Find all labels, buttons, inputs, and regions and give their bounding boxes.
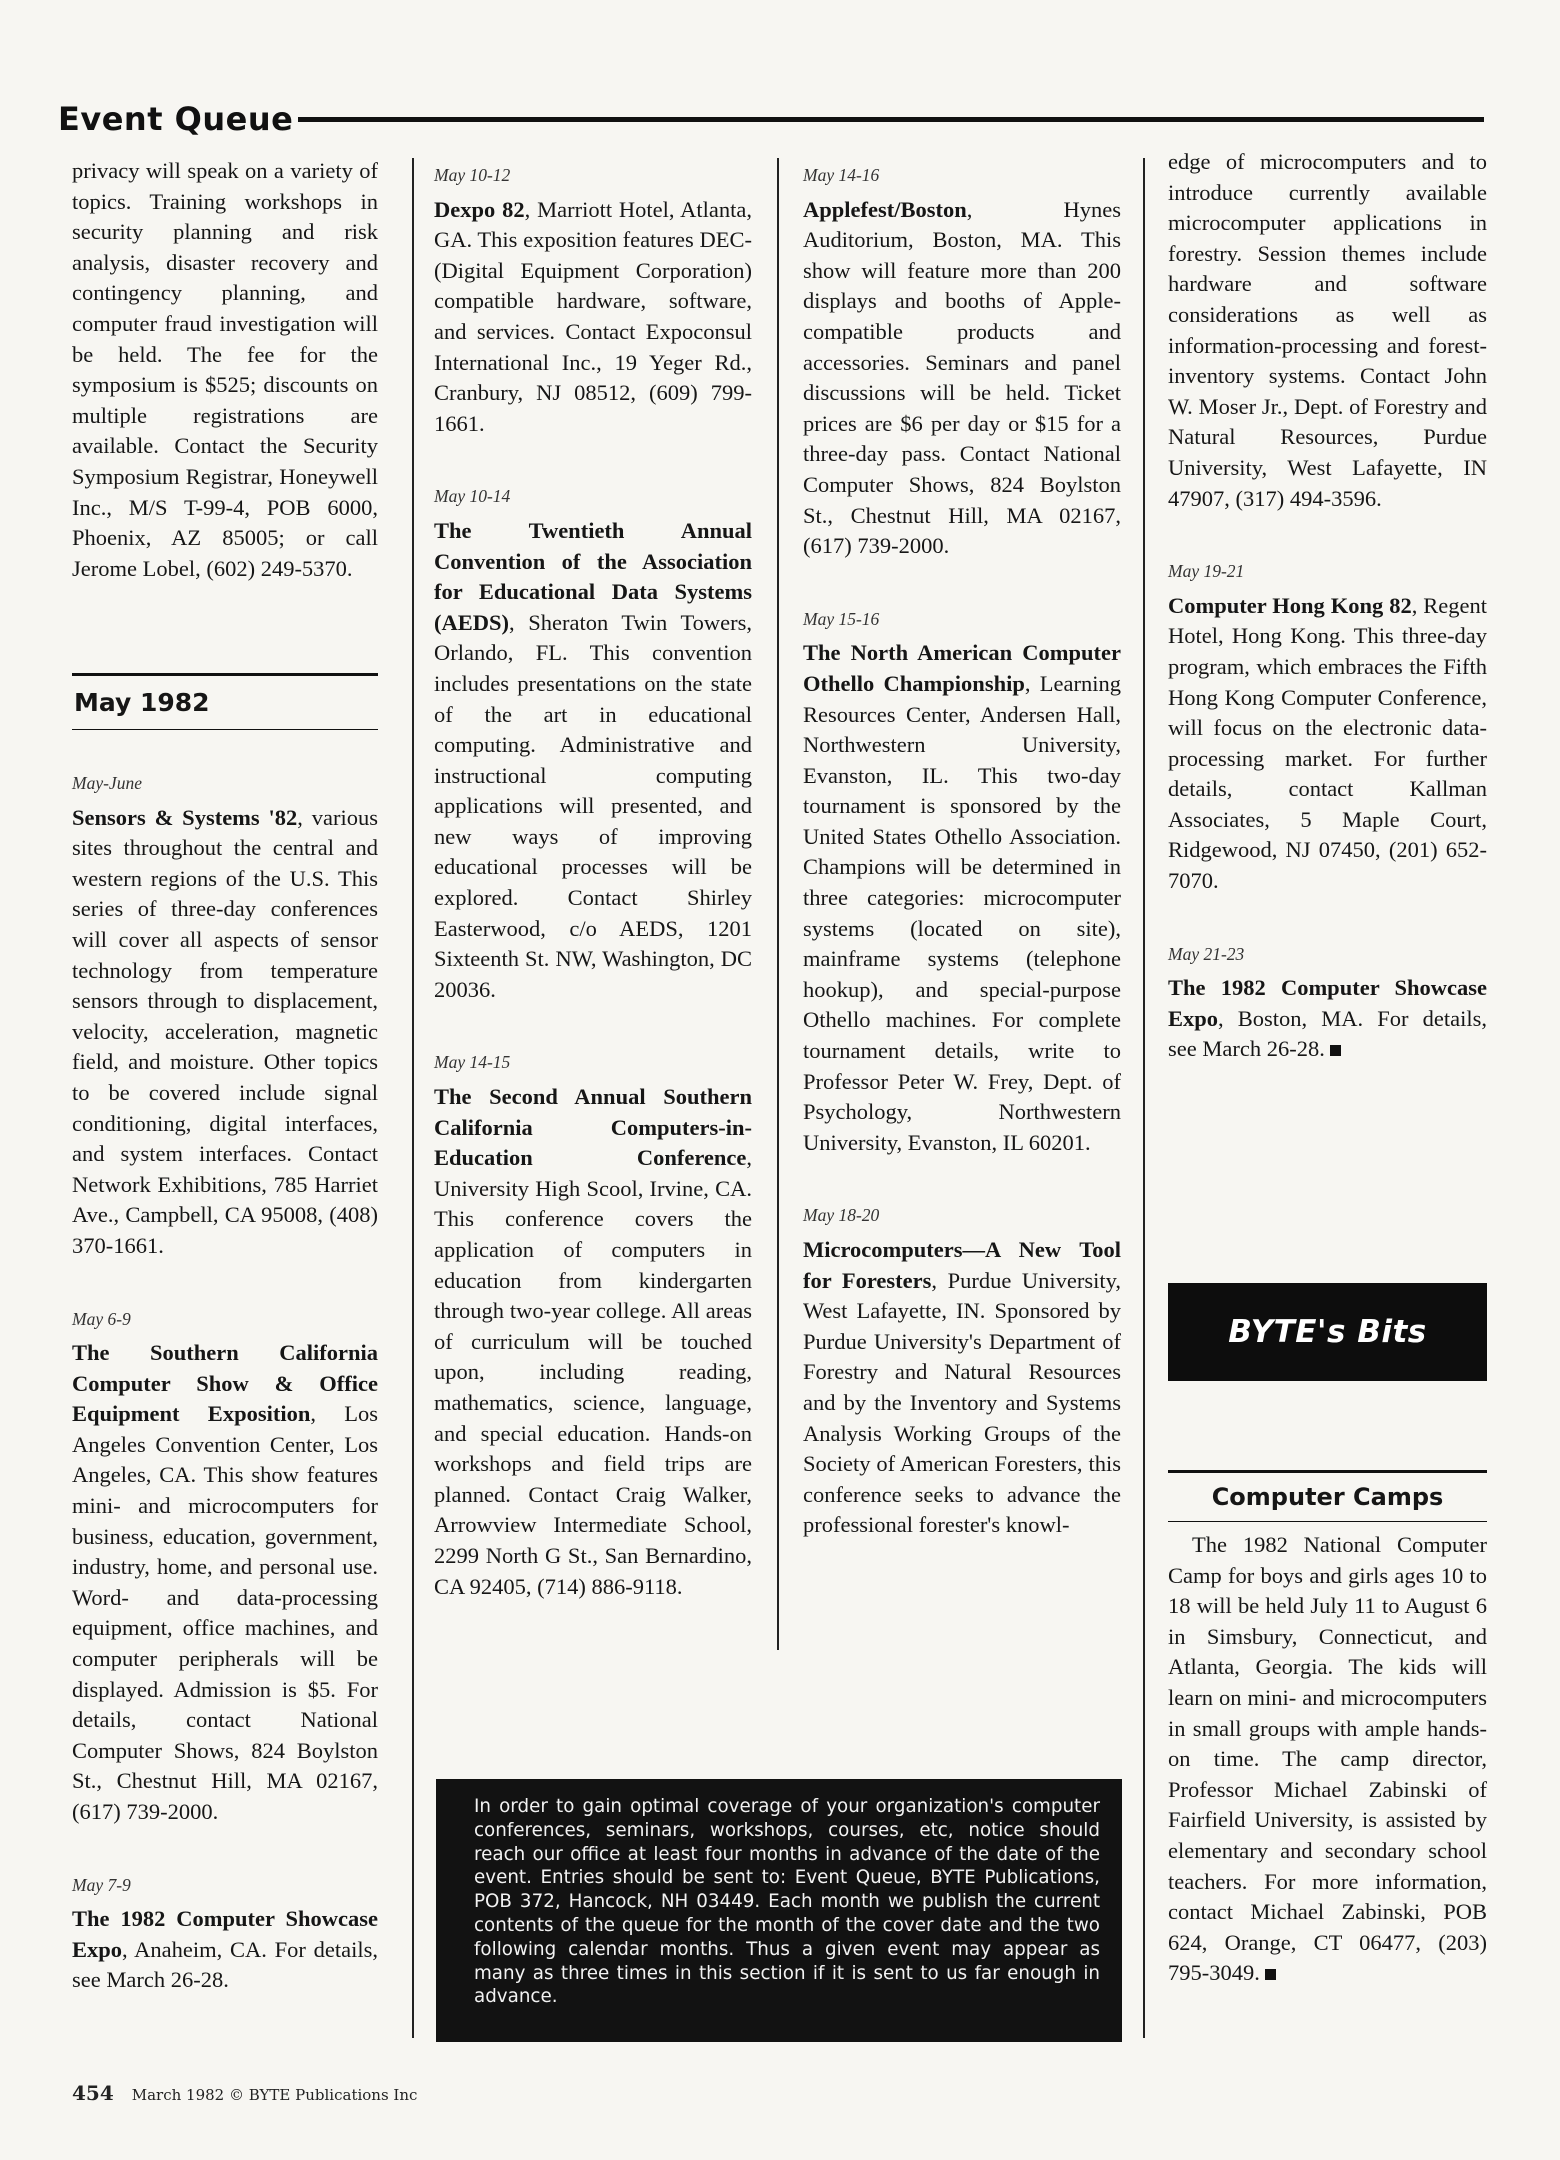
event-title: Applefest/Boston: [803, 196, 967, 222]
event-title: Dexpo 82: [434, 196, 525, 222]
event-body: , Learning Resources Center, Andersen Hall, Northwestern University, Evanston, IL. This two-day tournament is sponsored by the United States Othello Association. Champions will be determined in three categories: microcomputer systems (located on site), mainframe systems (telephone hookup), and special-purpose Othello machines. For complete tournament details, write to Professor Peter W. Frey, Dept. of Psychology, Northwestern University, Evanston, IL 60201.: [803, 670, 1121, 1155]
computer-camps-text: [1168, 1530, 1487, 1989]
event-body: , Sheraton Twin Towers, Orlando, FL. This convention includes presentations on the state of the art in educational computing. Administrative and instructional computing applications will presented, and new ways of improving educational processes will be explored. Contact Shirley Easterwood, c/o AEDS, 1201 Sixteenth St. NW, Washington, DC 20036.: [434, 609, 752, 1002]
header-rule: [298, 117, 1484, 122]
event-entry: [1168, 939, 1487, 1065]
column-1: [72, 156, 378, 584]
computer-camps-box: [1168, 1470, 1487, 1522]
submission-notice: In order to gain optimal coverage of your organization's computer conferences, seminars, workshops, courses, etc, notice should reach our office at least four months in advance of the date of the event. Entries should be sent to: Event Queue, BYTE Publications, POB 372, Hancock, NH 03449. Each month we publish the current contents of the queue for the month of the cover date and the two following calendar months. Thus a given event may appear as many as three times in this section if it is sent to us far enough in advance.: [436, 1779, 1122, 2042]
page-footer: [72, 2081, 417, 2105]
event-date: May 7-9: [72, 1874, 131, 1895]
event-entry: [72, 768, 378, 1262]
event-entry: [1168, 556, 1487, 897]
intro-paragraph: privacy will speak on a variety of topics. Training workshops in security planning and risk analysis, disaster recovery and contingency planning, and computer fraud investigation will be held. The fee for the symposium is $525; discounts on multiple registrations are available. Contact the Security Symposium Registrar, Honeywell Inc., M/S T-99-4, POB 6000, Phoenix, AZ 85005; or call Jerome Lobel, (602) 249-5370.: [72, 158, 378, 581]
event-body: , Boston, MA. For details, see March 26-28.: [1168, 1005, 1487, 1062]
event-body: , Los Angeles Convention Center, Los Angeles, CA. This show features mini- and microcomputers for business, education, government, industry, home, and personal use. Word- and data-processing equipment, office machines, and computer peripherals will be displayed. Admission is $5. For details, contact National Computer Shows, 824 Boylston St., Chestnut Hill, MA 02167, (617) 739-2000.: [72, 1401, 378, 1824]
end-mark: [1330, 1045, 1341, 1056]
camps-paragraph: The 1982 National Computer Camp for boys and girls ages 10 to 18 will be held July 11 to August 6 in Simsbury, Connecticut, and Atlanta, Georgia. The kids will learn on mini- and microcomputers in small groups with ample hands-on time. The camp director, Professor Michael Zabinski of Fairfield University, is assisted by elementary and secondary school teachers. For more information, contact Michael Zabinski, POB 624, Orange, CT 06477, (203) 795-3049.: [1168, 1532, 1487, 1986]
column-divider: [1143, 158, 1145, 2038]
event-date: May 15-16: [803, 608, 880, 629]
event-entry: [803, 1200, 1121, 1541]
event-title: The Twentieth Annual Convention of the Association for Educational Data Systems (AEDS): [434, 517, 752, 635]
column-1-entries: [72, 768, 378, 2038]
event-title: The Southern California Computer Show & Office Equipment Exposition: [72, 1340, 378, 1427]
event-body: , various sites throughout the central and western regions of the U.S. This series of three-day conferences will cover all aspects of sensor technology from temperature sensors through to displacement, velocity, acceleration, magnetic field, and moisture. Other topics to be covered include signal conditioning, digital interfaces, and system interfaces. Contact Network Exhibitions, 785 Harriet Ave., Campbell, CA 95008, (408) 370-1661.: [72, 804, 378, 1258]
event-date: May 21-23: [1168, 943, 1245, 964]
event-date: May 10-14: [434, 486, 511, 507]
event-title: The Second Annual Southern California Computers-in-Education Conference: [434, 1084, 752, 1171]
event-title: The North American Computer Othello Championship: [803, 640, 1121, 696]
event-entry: [434, 481, 752, 1005]
column-3: [803, 160, 1121, 1583]
section-title: Event Queue: [58, 100, 294, 138]
page-number: 454: [72, 2081, 114, 2105]
bytes-bits-banner: BYTE's Bits: [1168, 1283, 1487, 1381]
event-entry: [803, 160, 1121, 562]
event-body: , Hynes Auditorium, Boston, MA. This show will feature more than 200 displays and booths of Apple-compatible products and accessories. Seminars and panel discussions will be held. Ticket prices are $6 per day or $15 for a three-day pass. Contact National Computer Shows, 824 Boylston St., Chestnut Hill, MA 02167, (617) 739-2000.: [803, 196, 1121, 559]
month-heading-box: [72, 673, 378, 730]
event-date: May 19-21: [1168, 561, 1245, 582]
event-body: , Marriott Hotel, Atlanta, GA. This exposition features DEC- (Digital Equipment Corporation) compatible hardware, software, and services. Contact Expoconsul International Inc., 19 Yeger Rd., Cranbury, NJ 08512, (609) 799-1661.: [434, 196, 752, 436]
event-date: May 14-15: [434, 1052, 511, 1073]
event-title: Computer Hong Kong 82: [1168, 592, 1412, 618]
event-title: Microcomputers—A New Tool for Foresters: [803, 1237, 1121, 1293]
event-body: , Regent Hotel, Hong Kong. This three-day program, which embraces the Fifth Hong Kong Computer Conference, will focus on the electronic data-processing market. For further details, contact Kallman Associates, 5 Maple Court, Ridgewood, NJ 07450, (201) 652-7070.: [1168, 592, 1488, 894]
event-body: , Purdue University, West Lafayette, IN. Sponsored by Purdue University's Department of Forestry and Natural Resources and by the Inventory and Systems Analysis Working Groups of the Society of American Foresters, this conference seeks to advance the professional forester's knowl-: [803, 1267, 1121, 1538]
event-date: May 10-12: [434, 165, 511, 185]
event-entry: [434, 1047, 752, 1602]
event-date: May 14-16: [803, 165, 880, 185]
event-date: May-June: [72, 773, 142, 793]
column-divider: [777, 158, 779, 1650]
month-heading: May 1982: [74, 688, 210, 717]
event-entry: [72, 1870, 378, 1996]
event-date: May 18-20: [803, 1205, 880, 1226]
event-entry: [434, 160, 752, 439]
event-title: The 1982 Computer Showcase Expo: [72, 1906, 378, 1962]
column-divider: [412, 158, 414, 2038]
footer-credit: March 1982 © BYTE Publications Inc: [131, 2086, 418, 2104]
event-body: , Anaheim, CA. For details, see March 26-28.: [72, 1936, 378, 1993]
computer-camps-title: Computer Camps: [1211, 1483, 1444, 1511]
column-4: [1168, 147, 1487, 1107]
event-date: May 6-9: [72, 1308, 131, 1329]
event-entry: [72, 1304, 378, 1828]
continuation-paragraph: edge of microcomputers and to introduce currently available microcomputer applications in forestry. Session themes include hardware and software considerations as well as information-processing and forest-inventory systems. Contact John W. Moser Jr., Dept. of Forestry and Natural Resources, Purdue University, West Lafayette, IN 47907, (317) 494-3596.: [1168, 149, 1487, 511]
end-mark: [1265, 1969, 1276, 1980]
column-2: [434, 160, 752, 1644]
event-title: The 1982 Computer Showcase Expo: [1168, 975, 1487, 1031]
event-title: Sensors & Systems '82: [72, 804, 298, 830]
event-body: , University High Scool, Irvine, CA. This conference covers the application of computers in education from kindergarten through two-year college. All areas of curriculum will be touched upon, including reading, mathematics, science, language, and special education. Hands-on workshops and field trips are planned. Contact Craig Walker, Arrowview Intermediate School, 2299 North G St., San Bernardino, CA 92405, (714) 886-9118.: [434, 1145, 752, 1599]
event-entry: [803, 604, 1121, 1159]
